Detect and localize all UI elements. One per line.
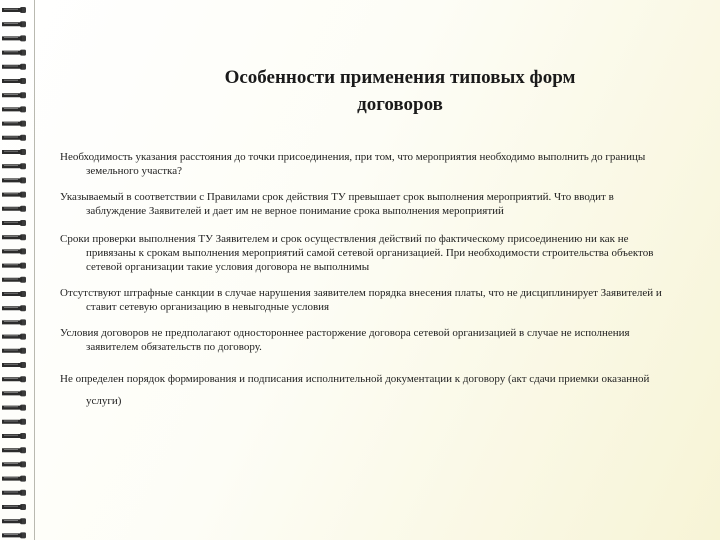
page-edge — [34, 0, 35, 540]
content-body — [60, 150, 665, 412]
binding-ring-icon — [2, 177, 26, 183]
binding-ring-icon — [2, 433, 26, 439]
binding-ring-icon — [2, 35, 26, 41]
binding-ring-icon — [2, 334, 26, 340]
binding-ring-icon — [2, 490, 26, 496]
binding-ring-icon — [2, 21, 26, 27]
binding-ring-icon — [2, 277, 26, 283]
list-item: Условия договоров не предполагают одностороннее расторжение договора сетевой организацией в случае не исполнения заявителем обязательств по договору. — [60, 327, 630, 353]
binding-ring-icon — [2, 461, 26, 467]
binding-ring-icon — [2, 319, 26, 325]
list-item: Указываемый в соответствии с Правилами срок действия ТУ превышает срок выполнения мероприятий. Что вводит в заблуждение Заявителей и дает им не верное понимание срока выполнения мероприятий — [60, 191, 614, 217]
list-item: Необходимость указания расстояния до точки присоединения, при том, что мероприятия необходимо выполнить до границы земельного участка? — [60, 151, 646, 177]
binding-ring-icon — [2, 447, 26, 453]
binding-ring-icon — [2, 504, 26, 510]
list-item: Сроки проверки выполнения ТУ Заявителем и срок осуществления действий по фактическому присоединению ни как не привязаны к срокам выполнения мероприятий самой сетевой организацией. При необходимости строительства объектов сетевой организации такие условия договора не выполнимы — [60, 233, 654, 273]
binding-ring-icon — [2, 348, 26, 354]
title-line-2: договоров — [357, 94, 443, 115]
list-item: Отсутствуют штрафные санкции в случае нарушения заявителем порядка внесения платы, что не дисциплинирует Заявителей и ставит сетевую организацию в невыгодные условия — [60, 287, 662, 313]
binding-ring-icon — [2, 7, 26, 13]
binding-ring-icon — [2, 362, 26, 368]
binding-ring-icon — [2, 121, 26, 127]
binding-ring-icon — [2, 376, 26, 382]
list-item: Не определен порядок формирования и подписания исполнительной документации к договору (акт сдачи приемки оказанной услуги) — [60, 373, 650, 407]
binding-ring-icon — [2, 291, 26, 297]
binding-ring-icon — [2, 248, 26, 254]
binding-ring-icon — [2, 390, 26, 396]
binding-ring-icon — [2, 192, 26, 198]
binding-ring-icon — [2, 405, 26, 411]
binding-ring-icon — [2, 92, 26, 98]
binding-ring-icon — [2, 263, 26, 269]
binding-ring-icon — [2, 532, 26, 538]
binding-ring-icon — [2, 518, 26, 524]
binding-ring-icon — [2, 220, 26, 226]
binding-ring-icon — [2, 50, 26, 56]
binding-ring-icon — [2, 106, 26, 112]
binding-ring-icon — [2, 135, 26, 141]
binding-ring-icon — [2, 476, 26, 482]
binding-ring-icon — [2, 149, 26, 155]
binding-ring-icon — [2, 305, 26, 311]
title-line-1: Особенности применения типовых форм — [224, 67, 576, 88]
binding-ring-icon — [2, 64, 26, 70]
binding-ring-icon — [2, 419, 26, 425]
slide-title — [150, 64, 650, 118]
binding-ring-icon — [2, 163, 26, 169]
binding-ring-icon — [2, 234, 26, 240]
binding-ring-icon — [2, 78, 26, 84]
spiral-binding — [0, 0, 30, 540]
binding-ring-icon — [2, 206, 26, 212]
